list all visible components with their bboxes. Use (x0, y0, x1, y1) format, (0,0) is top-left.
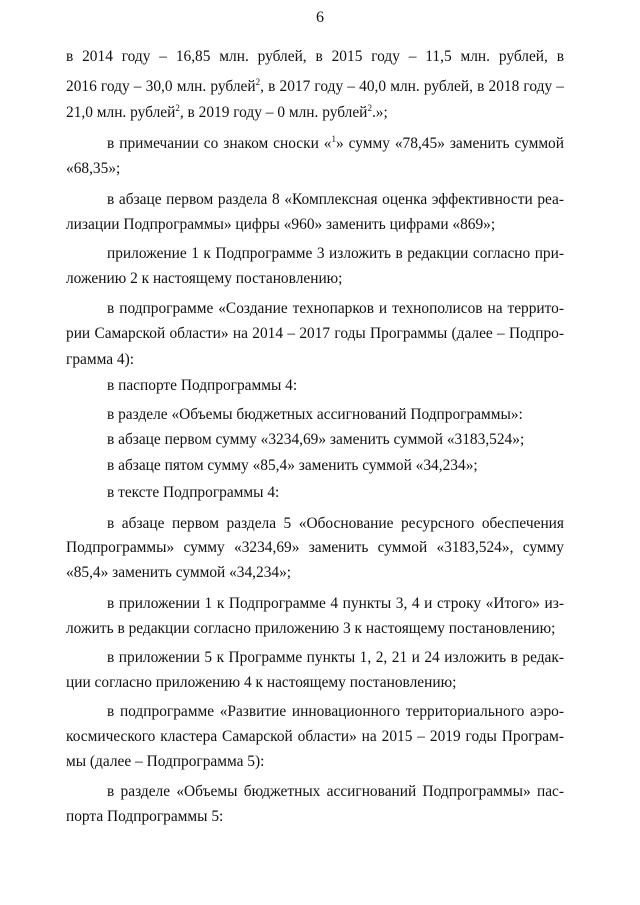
text-line: в 2014 году – 16,85 млн. рублей, в 2015 году – 11,5 млн. рублей, в (66, 48, 564, 65)
text-line: лизации Подпрограммы» цифры «960» заменить цифрами «869»; (66, 216, 496, 233)
text-line: в подпрограмме «Развитие инновационного территориального аэро- (107, 703, 564, 720)
text-line: ции согласно приложению 4 к настоящему постановлению; (66, 674, 457, 691)
text-line: ложить в редакции согласно приложению 3 к настоящему постановлению; (66, 620, 556, 637)
text-line: Подпрограммы» сумму «3234,69» заменить суммой «3183,524», сумму (66, 539, 564, 556)
text-line: в абзаце первом раздела 5 «Обоснование ресурсного обеспечения (107, 515, 564, 532)
text-line: в примечании со знаком сноски «$^1$» сумму «78,45» заменить суммой (107, 134, 564, 152)
text-line: ложению 2 к настоящему постановлению; (66, 270, 343, 287)
text-line: приложение 1 к Подпрограмме 3 изложить в редакции согласно при- (107, 245, 564, 262)
text-line: в паспорте Подпрограммы 4: (107, 377, 298, 394)
text-line: в подпрограмме «Создание технопарков и технополисов на террито- (107, 300, 564, 317)
text-line: грамма 4): (66, 351, 134, 368)
text-line: рии Самарской области» на 2014 – 2017 годы Программы (далее – Подпро- (66, 325, 564, 342)
text-line: космического кластера Самарской области» на 2015 – 2019 годы Програм- (66, 728, 564, 745)
text-line: в абзаце первом сумму «3234,69» заменить суммой «3183,524»; (107, 431, 525, 448)
text-line: «68,35»; (66, 160, 121, 177)
text-line: «85,4» заменить суммой «34,234»; (66, 564, 292, 581)
text-line: в тексте Подпрограммы 4: (107, 484, 280, 501)
text-line: в приложении 5 к Программе пункты 1, 2, 21 и 24 изложить в редак- (107, 649, 564, 666)
text-line: в разделе «Объемы бюджетных ассигнований Подпрограммы» пас- (107, 783, 564, 800)
text-line: порта Подпрограммы 5: (66, 808, 224, 825)
text-line: в абзаце пятом сумму «85,4» заменить суммой «34,234»; (107, 457, 478, 474)
text-line: 2016 году – 30,0 млн. рублей$^2$, в 2017 году – 40,0 млн. рублей, в 2018 году – (66, 77, 564, 95)
page-number: 6 (316, 9, 324, 26)
text-line: в приложении 1 к Подпрограмме 4 пункты 3, 4 и строку «Итого» из- (107, 595, 564, 612)
text-line: в разделе «Объемы бюджетных ассигнований Подпрограммы»: (107, 406, 523, 423)
text-line: мы (далее – Подпрограмма 5): (66, 753, 265, 770)
text-line: 21,0 млн. рублей$^2$, в 2019 году – 0 млн. рублей$^2$.»; (66, 103, 388, 121)
text-line: в абзаце первом раздела 8 «Комплексная оценка эффективности реа- (107, 191, 564, 208)
